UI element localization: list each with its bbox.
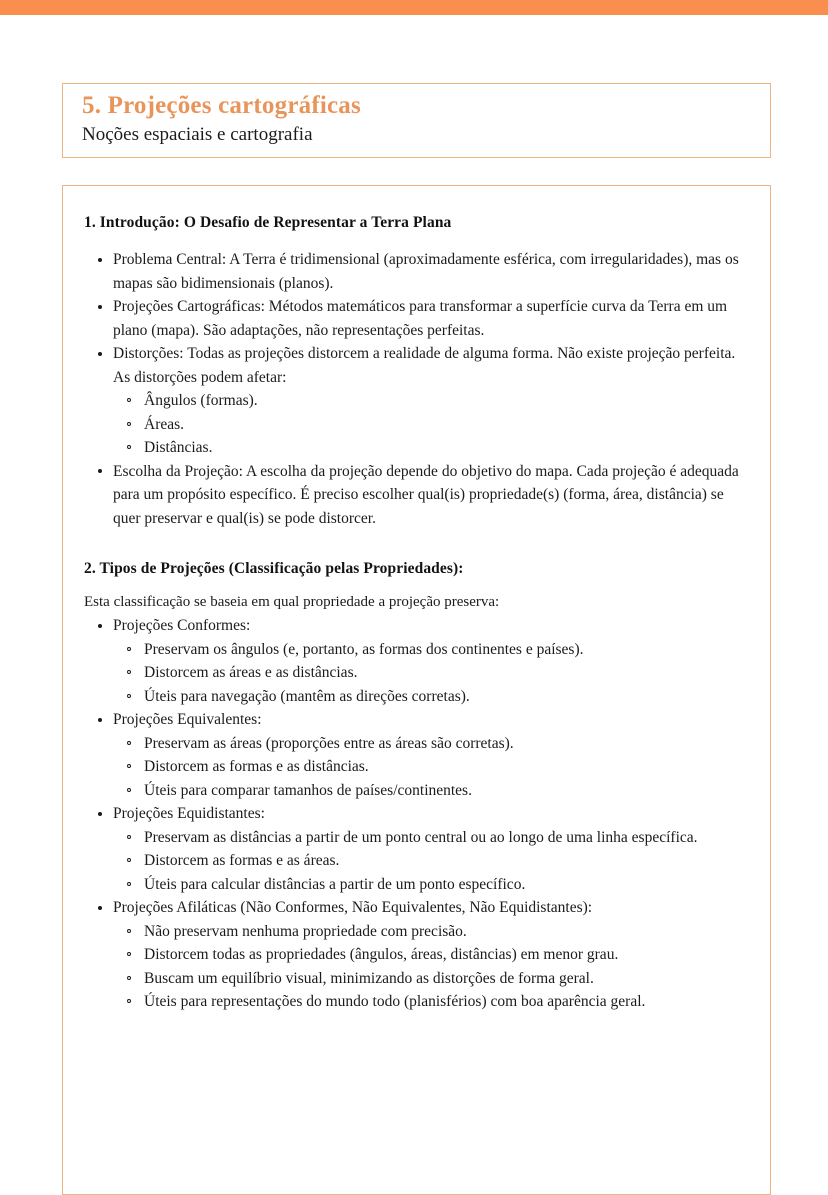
sub-list-item-text: Distorcem as formas e as distâncias. [144, 758, 369, 775]
sub-list-item [113, 661, 748, 685]
hollow-bullet-icon [127, 788, 131, 792]
hollow-bullet-icon [127, 882, 131, 886]
hollow-bullet-icon [127, 952, 131, 956]
sub-list-item [113, 873, 748, 897]
sub-list-item [113, 413, 748, 437]
hollow-bullet-icon [127, 445, 131, 449]
list-item-text: Projeções Equivalentes: [113, 711, 262, 728]
sub-list-item [113, 990, 748, 1014]
list-item-text: Projeções Cartográficas: Métodos matemáticos para transformar a superfície curva da Terra em um plano (mapa). São adaptações, não representações perfeitas. [113, 298, 728, 339]
sub-bullet-list [113, 732, 748, 803]
bullet-list [84, 614, 748, 1014]
hollow-bullet-icon [127, 835, 131, 839]
sub-list-item [113, 849, 748, 873]
sub-list-item-text: Buscam um equilíbrio visual, minimizando as distorções de forma geral. [144, 969, 594, 987]
sub-list-item-text: Áreas. [144, 415, 185, 433]
sub-list-item-text: Ângulos (formas). [144, 392, 258, 409]
list-item [84, 248, 748, 295]
hollow-bullet-icon [127, 999, 131, 1003]
hollow-bullet-icon [127, 764, 131, 768]
sub-list-item [113, 389, 748, 413]
list-item-text: Projeções Conformes: [113, 617, 251, 634]
bullet-point-icon [98, 906, 102, 910]
section-intro-text: Esta classificação se baseia em qual propriedade a projeção preserva: [84, 594, 500, 610]
sub-bullet-list [113, 920, 748, 1014]
list-item-text: Distorções: Todas as projeções distorcem a realidade de alguma forma. Não existe projeção perfeita. As distorções podem afetar: [113, 345, 736, 386]
bullet-point-icon [98, 258, 102, 262]
sub-list-item-text: Preservam as áreas (proporções entre as áreas são corretas). [144, 734, 514, 752]
sub-bullet-list [113, 826, 748, 897]
sub-list-item [113, 436, 748, 460]
hollow-bullet-icon [127, 694, 131, 698]
list-item [84, 460, 748, 531]
bullet-point-icon [98, 812, 102, 816]
hollow-bullet-icon [127, 741, 131, 745]
sub-list-item-text: Distorcem todas as propriedades (ângulos, áreas, distâncias) em menor grau. [144, 946, 619, 963]
document-header-box [62, 83, 771, 158]
list-item [84, 295, 748, 342]
sub-list-item [113, 732, 748, 756]
sub-list-item-text: Preservam as distâncias a partir de um ponto central ou ao longo de uma linha específica. [144, 828, 698, 846]
list-item [84, 802, 748, 896]
document-content-box [62, 185, 771, 1195]
sub-list-item [113, 779, 748, 803]
hollow-bullet-icon [127, 670, 131, 674]
sub-list-item [113, 943, 748, 967]
list-item [84, 342, 748, 460]
section-heading: 1. Introdução: O Desafio de Representar a Terra Plana [84, 214, 452, 231]
sub-bullet-list [113, 389, 748, 460]
sub-list-item-text: Distorcem as áreas e as distâncias. [144, 664, 358, 681]
sub-list-item [113, 638, 748, 662]
sub-list-item-text: Distâncias. [144, 439, 213, 456]
sub-list-item [113, 920, 748, 944]
section-heading: 2. Tipos de Projeções (Classificação pelas Propriedades): [84, 560, 464, 577]
sub-list-item-text: Úteis para comparar tamanhos de países/continentes. [144, 781, 472, 799]
bullet-point-icon [98, 305, 102, 309]
bullet-point-icon [98, 469, 102, 473]
list-item-text: Problema Central: A Terra é tridimensional (aproximadamente esférica, com irregularidades), mas os mapas são bidimensionais (planos). [113, 251, 739, 292]
bullet-list [84, 248, 748, 530]
sub-list-item-text: Úteis para calcular distâncias a partir de um ponto específico. [144, 875, 526, 893]
bullet-point-icon [98, 352, 102, 356]
hollow-bullet-icon [127, 858, 131, 862]
hollow-bullet-icon [127, 929, 131, 933]
sub-list-item [113, 967, 748, 991]
hollow-bullet-icon [127, 422, 131, 426]
sub-list-item-text: Úteis para navegação (mantêm as direções corretas). [144, 687, 470, 705]
hollow-bullet-icon [127, 647, 131, 651]
bullet-point-icon [98, 718, 102, 722]
page-title: 5. Projeções cartográficas [82, 92, 361, 119]
list-item-text: Projeções Afiláticas (Não Conformes, Não Equivalentes, Não Equidistantes): [113, 899, 593, 916]
list-item [84, 614, 748, 708]
bullet-point-icon [98, 624, 102, 628]
sub-list-item-text: Distorcem as formas e as áreas. [144, 852, 340, 869]
list-item-text: Projeções Equidistantes: [113, 805, 265, 822]
sub-list-item [113, 826, 748, 850]
sub-list-item [113, 755, 748, 779]
hollow-bullet-icon [127, 976, 131, 980]
sub-list-item-text: Não preservam nenhuma propriedade com precisão. [144, 922, 467, 940]
hollow-bullet-icon [127, 398, 131, 402]
sub-list-item-text: Úteis para representações do mundo todo (planisférios) com boa aparência geral. [144, 993, 646, 1010]
sub-list-item-text: Preservam os ângulos (e, portanto, as formas dos continentes e países). [144, 640, 584, 658]
list-item [84, 896, 748, 1014]
content-body [63, 186, 770, 1014]
list-item-text: Escolha da Projeção: A escolha da projeção depende do objetivo do mapa. Cada projeção é adequada para um propósito específico. É preciso escolher qual(is) propriedade(s) (forma, área, distância) se quer preservar e qual(is) se pode distorcer. [113, 462, 739, 527]
list-item [84, 708, 748, 802]
sub-bullet-list [113, 638, 748, 709]
sub-list-item [113, 685, 748, 709]
top-accent-bar [0, 0, 828, 15]
page-subtitle: Noções espaciais e cartografia [82, 124, 313, 145]
